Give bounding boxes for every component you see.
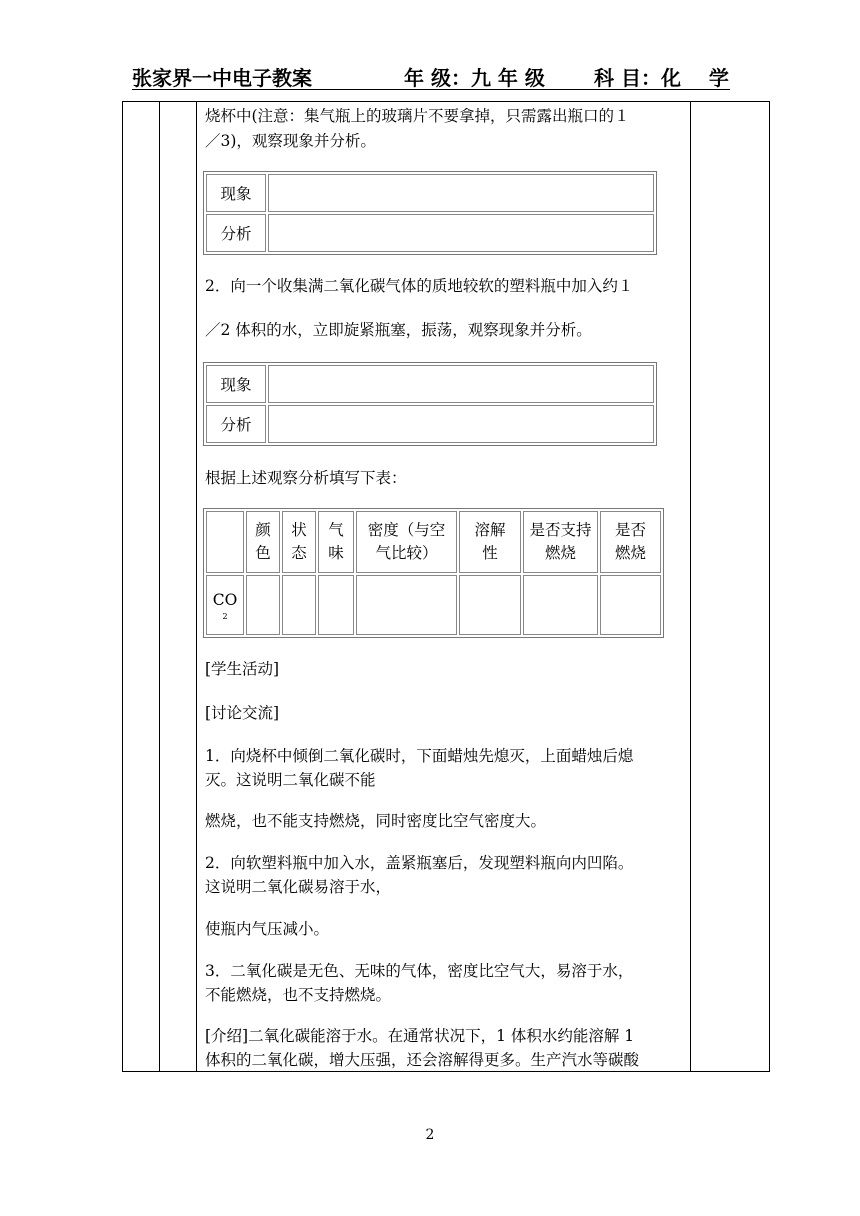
discussion-2-line1: 2．向软塑料瓶中加入水，盖紧瓶塞后，发现塑料瓶向内凹陷。: [205, 854, 634, 872]
observation-label: 现象: [206, 365, 266, 403]
discussion-1-line2: 灭。这说明二氧化碳不能: [205, 771, 376, 789]
grade-label: 年 级：九 年 级: [404, 66, 545, 90]
cell-density: [356, 575, 457, 635]
exp1-line2: ／3)，观察现象并分析。: [205, 132, 376, 150]
cell-solubility: [459, 575, 521, 635]
discussion-3-line1: 3．二氧化碳是无色、无味的气体，密度比空气大，易溶于水，: [205, 962, 634, 980]
header-combustible: 是否燃烧: [600, 511, 661, 573]
column-divider-1: [159, 101, 160, 1071]
analysis-label: 分析: [206, 405, 266, 443]
school-title: 张家界一中电子教案: [132, 66, 312, 90]
exp1-line1: 烧杯中(注意：集气瓶上的玻璃片不要拿掉，只需露出瓶口的１: [205, 107, 630, 125]
header-state: 状态: [282, 511, 316, 573]
header-rule: [132, 89, 730, 90]
exp2-line1: 2．向一个收集满二氧化碳气体的质地较软的塑料瓶中加入约１: [205, 277, 634, 295]
corner-cell: [206, 511, 244, 573]
discussion-1-line1: 1．向烧杯中倾倒二氧化碳时，下面蜡烛先熄灭，上面蜡烛后熄: [205, 747, 634, 765]
header-color: 颜色: [246, 511, 280, 573]
row-label-co2: CO 2: [206, 575, 244, 635]
cell-combustible: [600, 575, 661, 635]
analysis-cell: [268, 405, 654, 443]
intro-line1: [介绍]二氧化碳能溶于水。在通常状况下，1 体积水约能溶解 1: [205, 1027, 635, 1045]
column-divider-2: [196, 101, 197, 1071]
co2-property-table: [203, 508, 664, 638]
intro-line2: 体积的二氧化碳，增大压强，还会溶解得更多。生产汽水等碳酸: [205, 1051, 640, 1069]
observation-cell: [268, 365, 654, 403]
discussion-heading: [讨论交流]: [205, 704, 280, 722]
cell-odor: [318, 575, 354, 635]
header-odor: 气味: [318, 511, 354, 573]
observation-label: 现象: [206, 174, 266, 212]
discussion-2-line3: 使瓶内气压减小。: [205, 920, 330, 938]
page-number: 2: [425, 1127, 435, 1143]
cell-state: [282, 575, 316, 635]
cell-supports-combustion: [523, 575, 598, 635]
student-activity-heading: [学生活动]: [205, 660, 280, 678]
observation-table-2: [203, 362, 657, 446]
header-supports-combustion: 是否支持燃烧: [523, 511, 598, 573]
cell-color: [246, 575, 280, 635]
page-header: [132, 62, 730, 88]
exp2-line2: ／2 体积的水，立即旋紧瓶塞，振荡，观察现象并分析。: [205, 321, 592, 339]
analysis-label: 分析: [206, 214, 266, 252]
discussion-2-line2: 这说明二氧化碳易溶于水，: [205, 878, 392, 896]
header-solubility: 溶解性: [459, 511, 521, 573]
subject-label: 科 目：化 学: [594, 66, 729, 90]
observation-table-1: [203, 171, 657, 255]
discussion-3-line2: 不能燃烧，也不支持燃烧。: [205, 986, 392, 1004]
fill-prompt: 根据上述观察分析填写下表：: [205, 469, 407, 487]
column-divider-3: [690, 101, 691, 1071]
analysis-cell: [268, 214, 654, 252]
observation-cell: [268, 174, 654, 212]
discussion-1-line3: 燃烧，也不能支持燃烧，同时密度比空气密度大。: [205, 812, 547, 830]
header-density: 密度（与空气比较）: [356, 511, 457, 573]
